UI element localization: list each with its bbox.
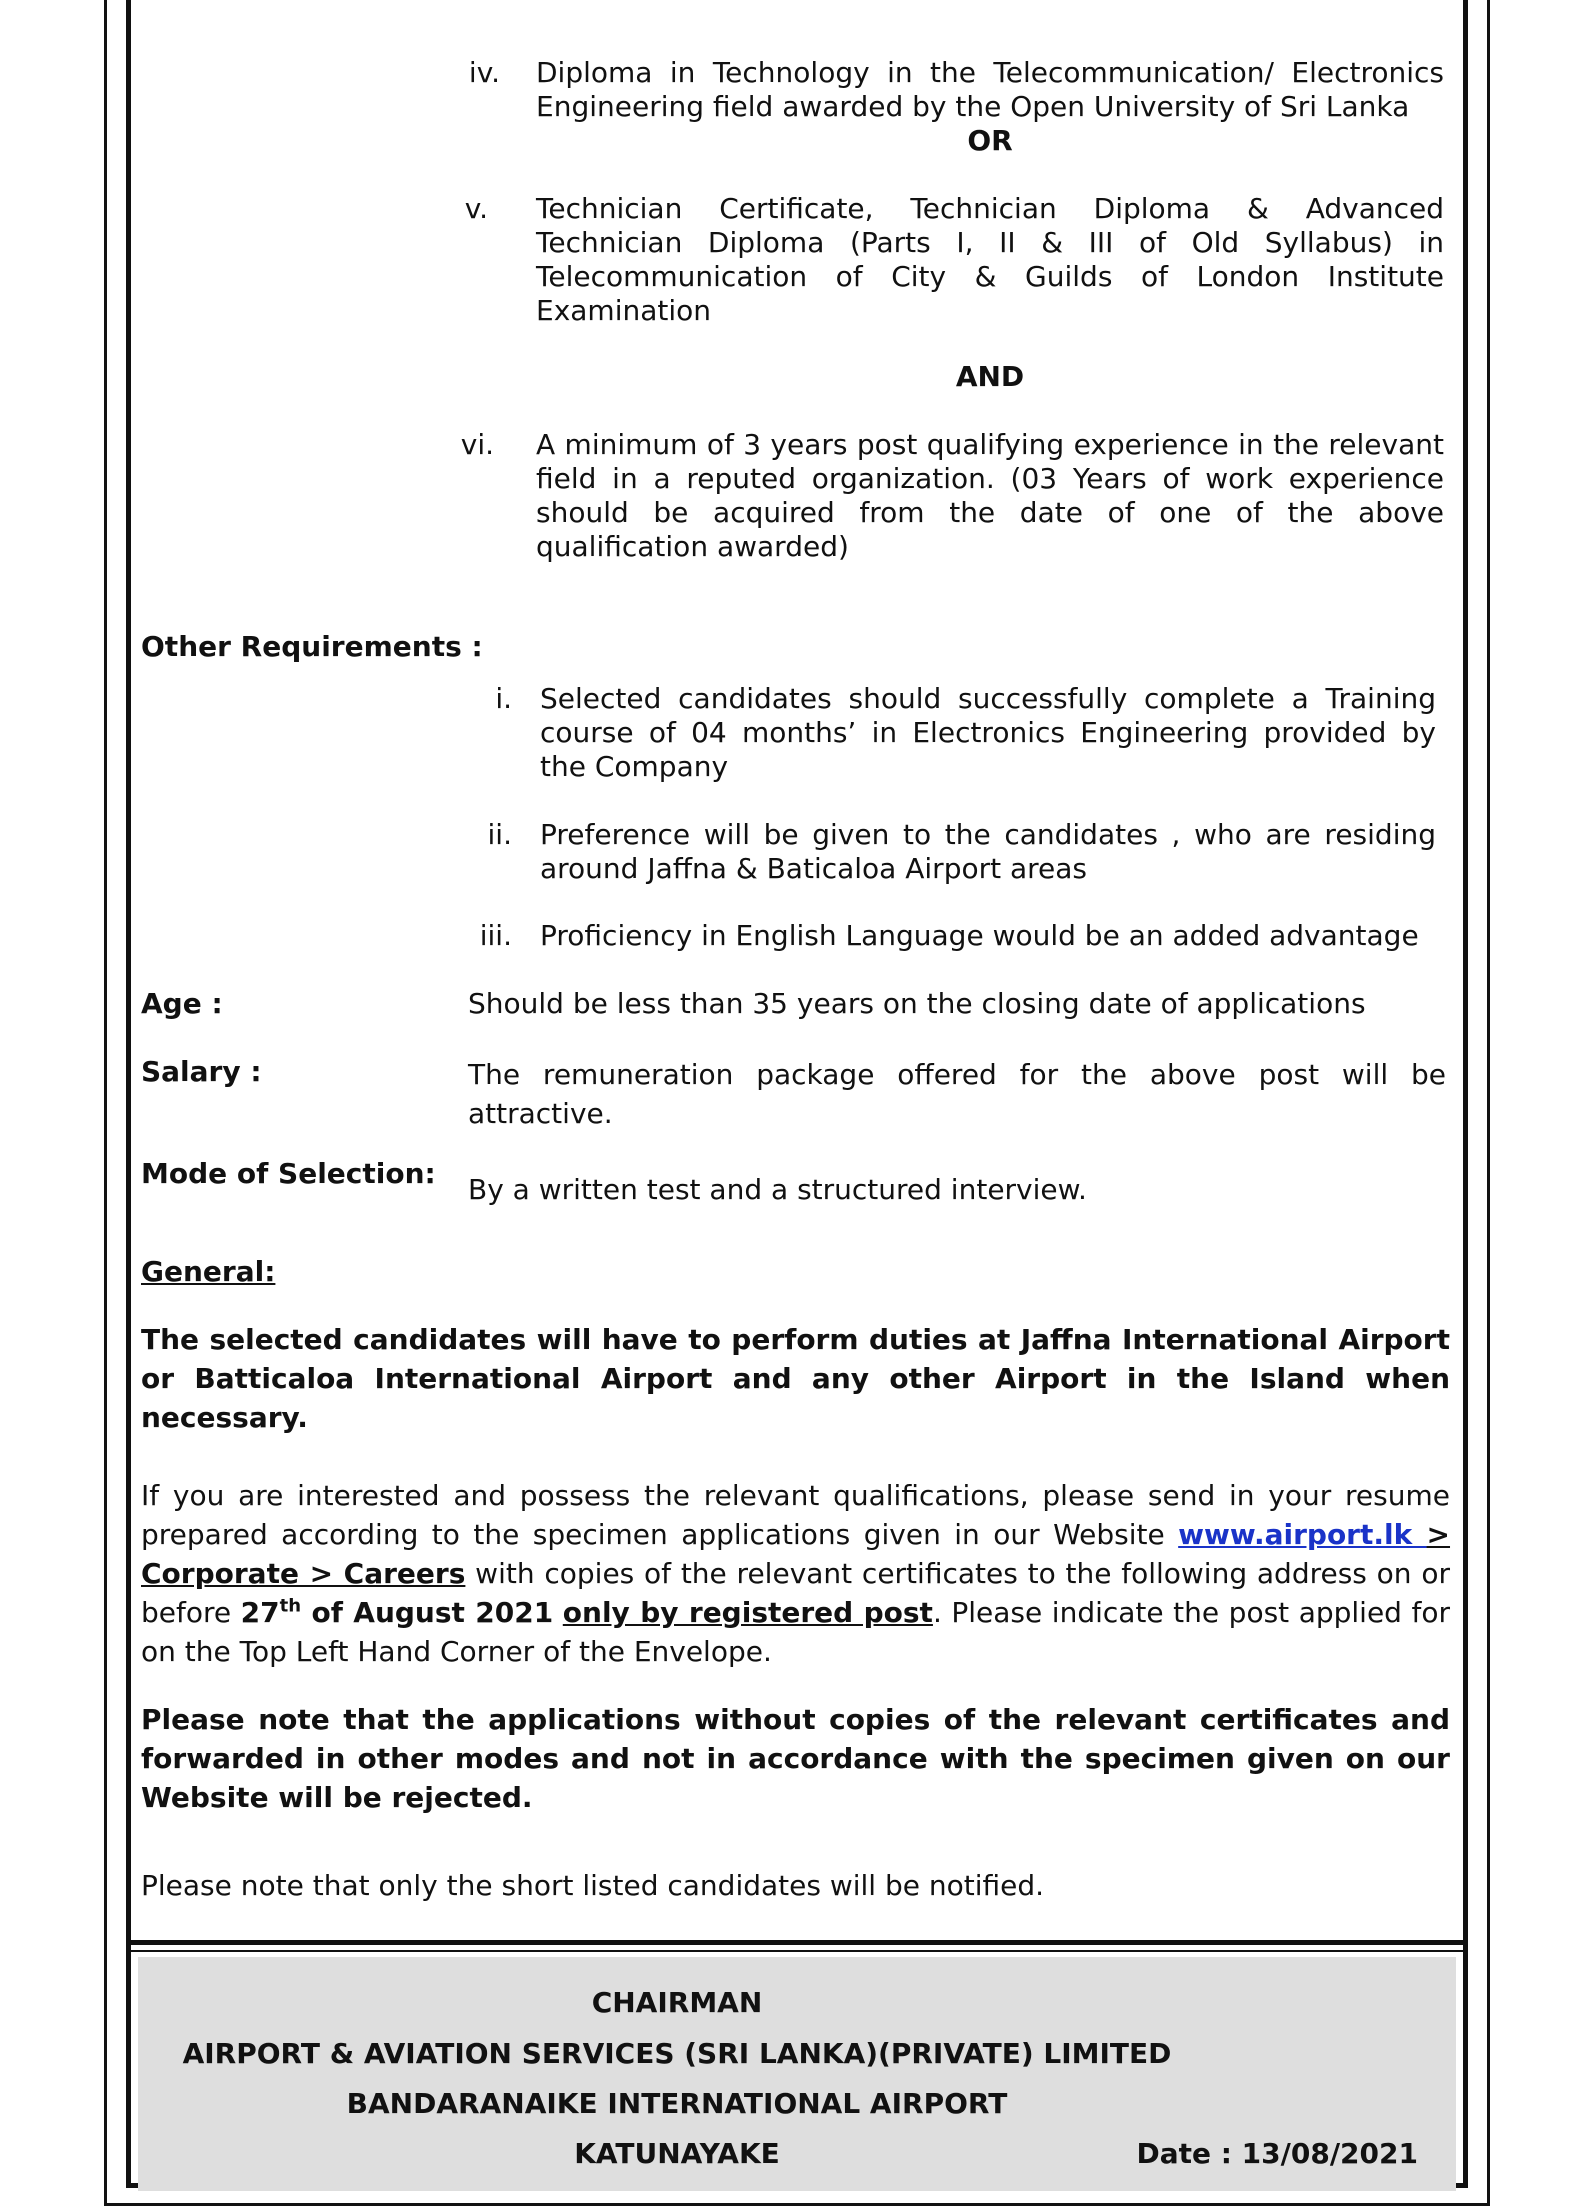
signatory-title: CHAIRMAN xyxy=(591,1986,763,2019)
requirement-text: Selected candidates should successfully complete a Training course of 04 months’ in Electronics Engineering provided by the Company xyxy=(540,682,1436,783)
deadline-day: 27 xyxy=(240,1596,280,1629)
registered-post-note: only by registered post xyxy=(562,1596,933,1629)
notice-date: Date : 13/08/2021 xyxy=(1136,2137,1418,2170)
requirement-text: Proficiency in English Language would be an added advantage xyxy=(540,919,1419,952)
qualification-text: Diploma in Technology in the Telecommunication/ Electronics Engineering field awarded by the Open University of Sri Lanka xyxy=(536,56,1444,123)
other-requirements-label: Other Requirements : xyxy=(141,630,483,663)
footer-signature-block xyxy=(138,1957,1456,2191)
salary-label: Salary : xyxy=(141,1055,262,1088)
item-number: v. xyxy=(464,192,488,225)
shortlist-notice: Please note that only the short listed candidates will be notified. xyxy=(141,1869,1045,1902)
item-number: iii. xyxy=(479,919,512,952)
duty-paragraph: The selected candidates will have to perform duties at Jaffna International Airport or Batticaloa International Airport and any other Airport in the Island when necessary. xyxy=(141,1323,1450,1434)
item-number: ii. xyxy=(487,818,512,851)
application-text: . Please indicate the post applied for on the Top Left Hand Corner of the Envelope. xyxy=(141,1596,1451,1668)
mode-of-selection-text: By a written test and a structured interview. xyxy=(468,1173,1087,1206)
careers-path: > Corporate > Careers xyxy=(141,1518,1451,1590)
application-text: with copies of the relevant certificates to the following address on or before xyxy=(141,1557,1450,1629)
deadline-date: of August 2021 xyxy=(301,1596,554,1629)
deadline-day-suffix: th xyxy=(279,1595,302,1617)
item-number: i. xyxy=(495,682,512,715)
general-heading: General: xyxy=(141,1255,276,1288)
qualification-text: A minimum of 3 years post qualifying experience in the relevant field in a reputed organization. (03 Years of work experience should be acquired from the date of one of the above qualification awarded) xyxy=(536,428,1444,563)
city-name: KATUNAYAKE xyxy=(574,2137,780,2170)
item-number: vi. xyxy=(460,428,494,461)
footer-divider-thin xyxy=(126,1950,1468,1952)
rejection-notice: Please note that the applications without copies of the relevant certificates and forwarded in other modes and not in accordance with the specimen given on our Website will be rejected. xyxy=(141,1703,1450,1814)
age-text: Should be less than 35 years on the closing date of applications xyxy=(468,987,1366,1020)
mode-of-selection-label: Mode of Selection: xyxy=(141,1157,436,1190)
website-link[interactable]: www.airport.lk xyxy=(1178,1518,1427,1551)
requirement-text: Preference will be given to the candidates , who are residing around Jaffna & Baticaloa Airport areas xyxy=(540,818,1436,885)
footer-divider xyxy=(126,1940,1468,1945)
salary-text: The remuneration package offered for the above post will be attractive. xyxy=(468,1058,1446,1130)
or-separator: OR xyxy=(967,124,1013,157)
application-text: If you are interested and possess the relevant qualifications, please send in your resume prepared according to the specimen applications given in our Website xyxy=(141,1479,1450,1551)
company-name: AIRPORT & AVIATION SERVICES (SRI LANKA)(PRIVATE) LIMITED xyxy=(182,2037,1172,2070)
item-number: iv. xyxy=(468,56,500,89)
application-text xyxy=(553,1596,563,1629)
application-paragraph xyxy=(141,1476,1450,1671)
and-separator: AND xyxy=(955,360,1025,393)
age-label: Age : xyxy=(141,987,223,1020)
qualification-text: Technician Certificate, Technician Diploma & Advanced Technician Diploma (Parts I, II & III of Old Syllabus) in Telecommunication of City & Guilds of London Institute Examination xyxy=(536,192,1444,327)
airport-name: BANDARANAIKE INTERNATIONAL AIRPORT xyxy=(346,2087,1008,2120)
